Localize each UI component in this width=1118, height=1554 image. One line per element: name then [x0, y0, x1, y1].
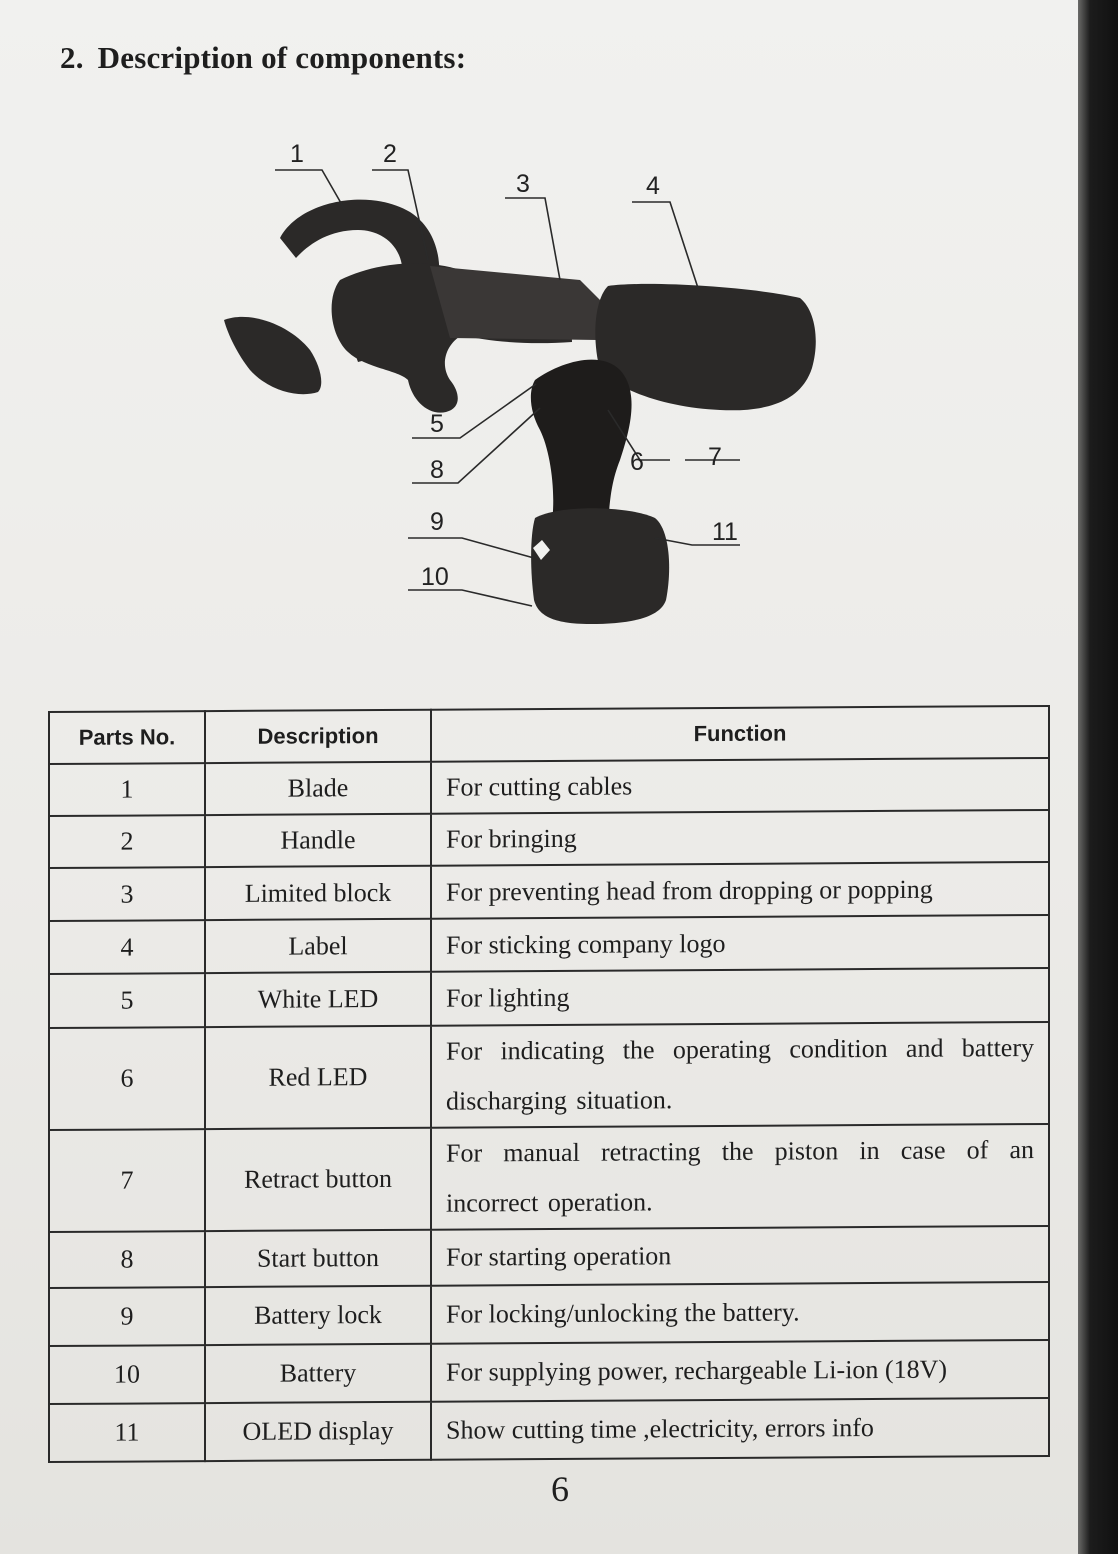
part-function: For bringing: [431, 810, 1049, 866]
part-number: 2: [49, 815, 205, 868]
components-table: [48, 705, 1050, 1463]
header-description: Description: [205, 710, 431, 763]
section-title: Description of components:: [97, 40, 467, 75]
part-function: For starting operation: [431, 1226, 1049, 1286]
table-row: [49, 862, 1049, 921]
part-number: 10: [49, 1345, 205, 1404]
callout-1: 1: [290, 140, 304, 168]
battery-shape: [531, 508, 669, 624]
part-function: For indicating the operating condition and battery discharging situation.: [431, 1022, 1049, 1128]
part-function: For supplying power, rechargeable Li-ion (18V): [431, 1340, 1049, 1402]
table-row: [49, 1340, 1049, 1404]
part-number: 3: [49, 867, 205, 921]
part-description: Battery: [205, 1344, 431, 1403]
part-number: 11: [49, 1403, 205, 1462]
page-edge-shadow: [1078, 0, 1118, 1554]
callout-10: 10: [421, 563, 449, 591]
callout-3: 3: [516, 170, 530, 198]
table-row: [49, 1226, 1049, 1288]
callout-6: 6: [630, 448, 644, 476]
table-row: [49, 915, 1049, 974]
part-function: For lighting: [431, 968, 1049, 1026]
tool-illustration: [224, 200, 816, 624]
part-function: For sticking company logo: [431, 915, 1049, 972]
part-number: 1: [49, 763, 205, 816]
part-function: For locking/unlocking the battery.: [431, 1282, 1049, 1344]
table-row: [49, 1282, 1049, 1346]
part-description: Retract button: [205, 1128, 431, 1231]
part-description: Red LED: [205, 1026, 431, 1129]
part-number: 9: [49, 1287, 205, 1346]
part-number: 5: [49, 973, 205, 1028]
part-description: Start button: [205, 1230, 431, 1287]
part-number: 4: [49, 920, 205, 974]
section-heading: [60, 40, 466, 76]
cable-cutter-diagram: [200, 130, 840, 650]
page-number: 6: [551, 1469, 569, 1509]
part-number: 7: [49, 1129, 205, 1232]
part-description: OLED display: [205, 1402, 431, 1461]
part-description: Battery lock: [205, 1286, 431, 1345]
part-number: 8: [49, 1231, 205, 1288]
section-number: 2.: [60, 40, 84, 75]
part-description: White LED: [205, 972, 431, 1027]
table-header-row: [49, 706, 1049, 764]
part-function: For cutting cables: [431, 758, 1049, 814]
table-row: [49, 810, 1049, 868]
table-row: [49, 758, 1049, 816]
callout-5: 5: [430, 410, 444, 438]
table-row: [49, 1022, 1049, 1130]
grip-shape: [531, 360, 632, 522]
header-parts-no: Parts No.: [49, 711, 205, 764]
callout-4: 4: [646, 172, 660, 200]
callout-7: 7: [708, 443, 722, 471]
part-function: For preventing head from dropping or popping: [431, 862, 1049, 919]
table-row: [49, 968, 1049, 1028]
header-function: Function: [431, 706, 1049, 762]
table-row: [49, 1124, 1049, 1232]
part-number: 6: [49, 1027, 205, 1130]
part-description: Blade: [205, 762, 431, 815]
part-function: Show cutting time ,electricity, errors info: [431, 1398, 1049, 1460]
table-row: [49, 1398, 1049, 1462]
part-function: For manual retracting the piston in case of an incorrect operation.: [431, 1124, 1049, 1230]
callout-2: 2: [383, 140, 397, 168]
part-description: Limited block: [205, 866, 431, 920]
callout-8: 8: [430, 456, 444, 484]
callout-9: 9: [430, 508, 444, 536]
part-description: Label: [205, 919, 431, 973]
callout-11: 11: [712, 518, 738, 546]
part-description: Handle: [205, 814, 431, 867]
